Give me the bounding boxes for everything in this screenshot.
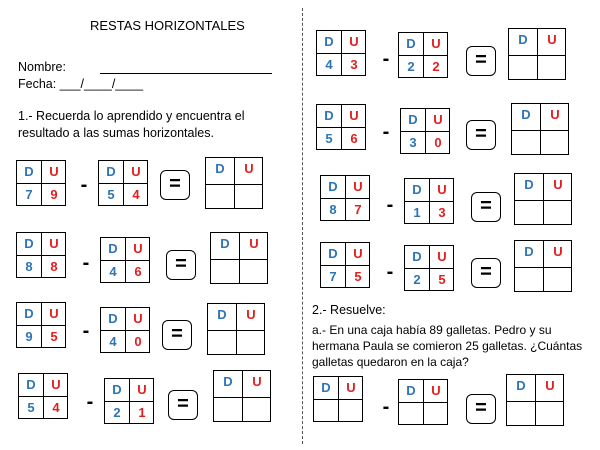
tens-header: D [217, 307, 227, 322]
minus-sign: - [86, 391, 94, 413]
tens-digit: 2 [413, 272, 421, 287]
operand-a-box [320, 175, 370, 221]
fecha-label: Fecha: ___/____/____ [18, 77, 144, 91]
units-digit: 4 [132, 187, 140, 202]
box-divider-horizontal [105, 401, 153, 402]
nombre-input-line[interactable] [100, 73, 272, 74]
units-header: U [51, 377, 61, 392]
box-divider-horizontal [512, 130, 568, 131]
tens-header: D [324, 34, 334, 49]
tens-header: D [521, 107, 531, 122]
minus-sign: - [82, 320, 90, 342]
units-header: U [137, 382, 147, 397]
equals-sign: = [168, 390, 198, 420]
units-header: U [437, 249, 447, 264]
box-divider-horizontal [17, 255, 65, 256]
operand-b-box [100, 307, 150, 353]
tens-digit: 4 [109, 334, 117, 349]
units-digit: 9 [50, 187, 58, 202]
tens-header: D [220, 236, 230, 251]
box-divider-horizontal [405, 201, 453, 202]
units-digit: 8 [50, 259, 58, 274]
units-header: U [249, 236, 259, 251]
tens-digit: 7 [329, 269, 337, 284]
operand-a-box [16, 160, 66, 206]
operand-b-box [404, 245, 454, 291]
operand-b-box [104, 378, 154, 424]
box-divider-horizontal [507, 401, 563, 402]
tens-header: D [524, 177, 534, 192]
operand-b-box [404, 178, 454, 224]
units-digit: 1 [138, 405, 146, 420]
tens-header: D [406, 36, 416, 51]
result-box[interactable] [514, 240, 572, 292]
units-header: U [437, 182, 447, 197]
worksheet-title: RESTAS HORIZONTALES [90, 18, 245, 33]
tens-digit: 2 [407, 59, 415, 74]
tens-digit: 3 [409, 135, 417, 150]
instruction-text: 1.- Recuerda lo aprendido y encuentra el resultado a las sumas horizontales. [18, 109, 245, 140]
units-header: U [349, 34, 359, 49]
tens-digit: 1 [413, 205, 421, 220]
units-header: U [433, 112, 443, 127]
tens-header: D [26, 377, 36, 392]
tens-header: D [516, 378, 526, 393]
tens-header: D [328, 179, 338, 194]
operand-b-box [400, 108, 450, 154]
tens-header: D [412, 182, 422, 197]
minus-sign: - [82, 252, 90, 274]
operand-b-box [98, 160, 148, 206]
units-header: U [133, 241, 143, 256]
box-divider-horizontal [399, 402, 447, 403]
units-header: U [547, 32, 557, 47]
tens-digit: 2 [113, 405, 121, 420]
tens-header: D [408, 112, 418, 127]
units-digit: 4 [52, 400, 60, 415]
equals-sign: = [466, 46, 496, 76]
units-header: U [133, 311, 143, 326]
units-digit: 5 [354, 269, 362, 284]
minus-sign: - [382, 48, 390, 70]
units-digit: 3 [438, 205, 446, 220]
result-box[interactable] [506, 374, 564, 426]
operand-a-box [313, 376, 363, 422]
word-problem-text: a.- En una caja había 89 galletas. Pedro y su hermana Paula se comieron 25 galletas. ¿Cuántas galletas quedaron en la caja? [312, 323, 583, 369]
box-divider-horizontal [19, 396, 67, 397]
box-divider-horizontal [405, 268, 453, 269]
tens-header: D [108, 241, 118, 256]
result-box[interactable] [207, 303, 265, 355]
box-divider-horizontal [317, 127, 365, 128]
units-digit: 6 [134, 264, 142, 279]
box-divider-horizontal [321, 265, 369, 266]
operand-a-box [316, 30, 366, 76]
box-divider-horizontal [515, 200, 571, 201]
tens-header: D [112, 382, 122, 397]
box-divider-horizontal [515, 267, 571, 268]
units-digit: 2 [432, 59, 440, 74]
result-box[interactable] [514, 173, 572, 225]
tens-header: D [215, 161, 225, 176]
page-divider [302, 8, 303, 444]
units-header: U [553, 244, 563, 259]
units-header: U [349, 108, 359, 123]
box-divider-horizontal [321, 198, 369, 199]
box-divider-horizontal [206, 184, 262, 185]
tens-digit: 5 [27, 400, 35, 415]
units-header: U [553, 177, 563, 192]
box-divider-horizontal [101, 330, 149, 331]
tens-header: D [106, 164, 116, 179]
units-digit: 7 [354, 202, 362, 217]
tens-header: D [108, 311, 118, 326]
minus-sign: - [80, 174, 88, 196]
result-box[interactable] [511, 103, 569, 155]
equals-sign: = [471, 258, 501, 288]
result-box[interactable] [213, 370, 271, 422]
units-header: U [431, 36, 441, 51]
box-divider-horizontal [17, 183, 65, 184]
nombre-label: Nombre: [18, 60, 66, 74]
units-header: U [49, 306, 59, 321]
units-header: U [131, 164, 141, 179]
operand-a-box [18, 373, 68, 419]
equals-sign: = [166, 250, 196, 280]
minus-sign: - [382, 121, 390, 143]
operand-a-box [316, 104, 366, 150]
equals-sign: = [471, 192, 501, 222]
units-digit: 5 [50, 329, 58, 344]
tens-header: D [518, 32, 528, 47]
operand-b-box [398, 32, 448, 78]
minus-sign: - [382, 396, 390, 418]
equals-sign: = [160, 170, 190, 200]
tens-header: D [328, 246, 338, 261]
operand-b-box [100, 237, 150, 283]
units-digit: 5 [438, 272, 446, 287]
tens-header: D [321, 380, 331, 395]
box-divider-horizontal [101, 260, 149, 261]
tens-digit: 9 [25, 329, 33, 344]
units-header: U [346, 380, 356, 395]
tens-header: D [324, 108, 334, 123]
tens-digit: 5 [325, 131, 333, 146]
tens-header: D [412, 249, 422, 264]
tens-header: D [406, 383, 416, 398]
box-divider-horizontal [214, 397, 270, 398]
units-digit: 3 [350, 57, 358, 72]
units-header: U [246, 307, 256, 322]
minus-sign: - [386, 261, 394, 283]
equals-sign: = [162, 320, 192, 350]
box-divider-horizontal [17, 325, 65, 326]
tens-digit: 7 [25, 187, 33, 202]
result-box[interactable] [508, 28, 566, 80]
equals-sign: = [466, 120, 496, 150]
operand-a-box [16, 302, 66, 348]
units-header: U [49, 164, 59, 179]
tens-digit: 8 [25, 259, 33, 274]
units-header: U [431, 383, 441, 398]
minus-sign: - [386, 194, 394, 216]
box-divider-horizontal [314, 399, 362, 400]
tens-header: D [223, 374, 233, 389]
box-divider-horizontal [401, 131, 449, 132]
units-header: U [49, 236, 59, 251]
tens-header: D [24, 236, 34, 251]
box-divider-horizontal [317, 53, 365, 54]
tens-header: D [524, 244, 534, 259]
tens-header: D [24, 306, 34, 321]
box-divider-horizontal [399, 55, 447, 56]
tens-digit: 8 [329, 202, 337, 217]
units-digit: 6 [350, 131, 358, 146]
box-divider-horizontal [211, 259, 267, 260]
operand-b-box [398, 379, 448, 425]
tens-digit: 4 [325, 57, 333, 72]
box-divider-horizontal [509, 55, 565, 56]
box-divider-horizontal [99, 183, 147, 184]
units-header: U [545, 378, 555, 393]
tens-digit: 4 [109, 264, 117, 279]
units-digit: 0 [434, 135, 442, 150]
units-header: U [353, 246, 363, 261]
tens-digit: 5 [107, 187, 115, 202]
result-box[interactable] [210, 232, 268, 284]
units-header: U [252, 374, 262, 389]
operand-a-box [320, 242, 370, 288]
operand-a-box [16, 232, 66, 278]
resuelve-heading: 2.- Resuelve: [312, 303, 386, 317]
units-header: U [550, 107, 560, 122]
units-digit: 0 [134, 334, 142, 349]
result-box[interactable] [205, 157, 263, 209]
units-header: U [353, 179, 363, 194]
units-header: U [244, 161, 254, 176]
equals-sign: = [466, 394, 496, 424]
box-divider-horizontal [208, 330, 264, 331]
tens-header: D [24, 164, 34, 179]
